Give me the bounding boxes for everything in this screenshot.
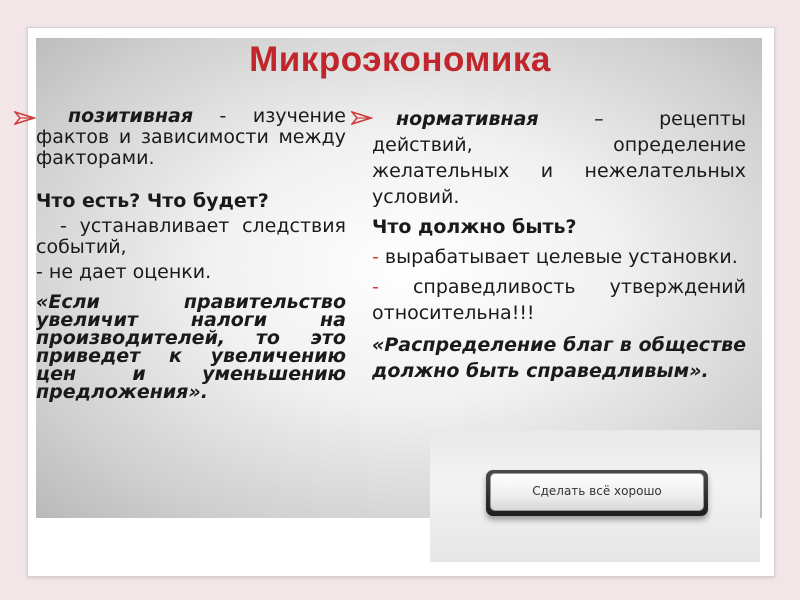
point-dash: - bbox=[372, 246, 379, 268]
positive-questions: Что есть? Что будет? bbox=[36, 190, 269, 212]
slide-title: Микроэкономика bbox=[249, 40, 551, 79]
normative-point bbox=[372, 274, 746, 326]
keyboard-key-image bbox=[430, 430, 760, 562]
point-text: справедливость утверждений относительна!!! bbox=[372, 276, 746, 324]
arrow-bullet-icon bbox=[14, 110, 36, 126]
normative-question: Что должно быть? bbox=[372, 216, 577, 238]
arrow-bullet-icon bbox=[351, 110, 373, 126]
point-text: вырабатывает целевые установки. bbox=[378, 246, 738, 268]
normative-definition bbox=[372, 106, 746, 210]
positive-economics-column bbox=[36, 106, 346, 401]
keyboard-key bbox=[486, 470, 708, 516]
positive-quote: «Если правительство увеличит налоги на производителей, то это приведет к увеличению цен и уменьшению предложения». bbox=[36, 291, 346, 403]
positive-point: - не дает оценки. bbox=[36, 261, 212, 283]
normative-economics-column bbox=[372, 106, 746, 384]
positive-definition-text: - изучение фактов и зависимости между факторами. bbox=[36, 105, 346, 169]
positive-point: - устанавливает следствия событий, bbox=[36, 215, 346, 258]
positive-definition bbox=[36, 106, 346, 169]
point-dash: - bbox=[372, 276, 379, 298]
normative-definition-text: – рецепты действий, определение желательных и нежелательных условий. bbox=[372, 108, 746, 208]
normative-term: нормативная bbox=[396, 108, 539, 130]
normative-quote: «Распределение благ в обществе должно быть справедливым». bbox=[372, 334, 746, 382]
positive-term: позитивная bbox=[68, 105, 194, 127]
normative-point bbox=[372, 244, 746, 270]
key-label: Сделать всё хорошо bbox=[490, 473, 704, 511]
